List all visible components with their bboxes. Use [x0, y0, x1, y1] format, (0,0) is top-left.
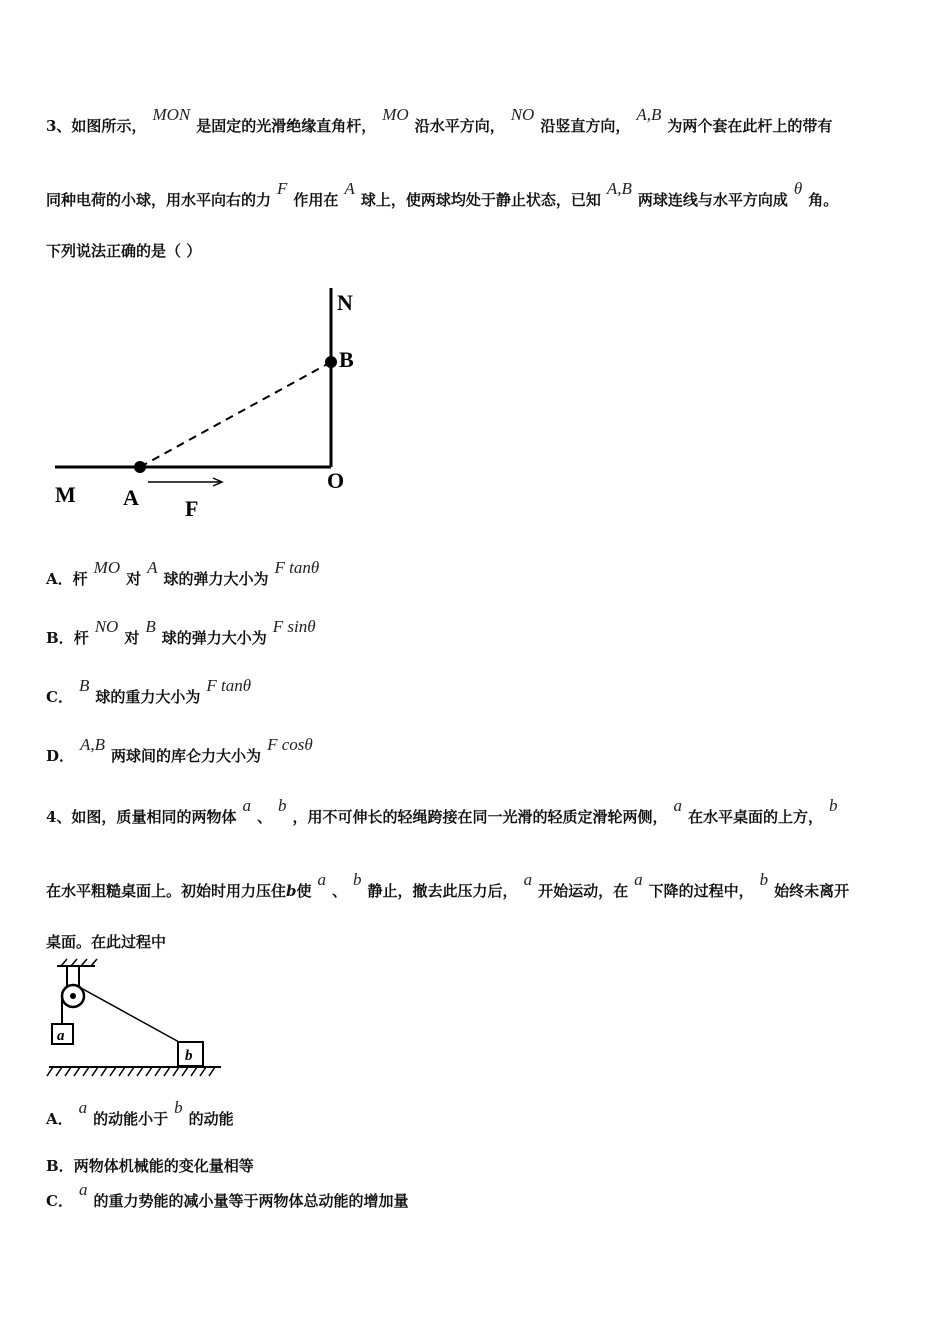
q4-line-2: 在水平粗糙桌面上。初始时用力压住b使a、b静止，撤去此压力后，a开始运动，在a下降的过程中，b始终未离开	[46, 870, 850, 900]
block-a-label: a	[57, 1028, 65, 1044]
label-n: N	[337, 290, 353, 315]
q3-line-3: 下列说法正确的是（ ）	[46, 242, 202, 260]
table-hatching	[47, 1067, 215, 1076]
q4-line-3: 桌面。在此过程中	[46, 933, 167, 951]
dashed-ab	[140, 362, 331, 467]
q3-option-a[interactable]: A．杆MO对A球的弹力大小为F tanθ	[46, 558, 320, 588]
label-o: O	[327, 468, 345, 493]
q3-option-b[interactable]: B．杆NO对B球的弹力大小为F sinθ	[46, 617, 316, 647]
label-a: A	[123, 485, 139, 510]
q4-option-b[interactable]: B．两物体机械能的变化量相等	[46, 1157, 254, 1175]
q4-line-1: 4、如图，质量相同的两物体a、b，用不可伸长的轻绳跨接在同一光滑的轻质定滑轮两侧，a在水平桌面的上方，b	[46, 796, 838, 826]
q4-option-a[interactable]: A．a的动能小于b的动能	[46, 1098, 234, 1128]
q3-option-d[interactable]: D．A,B两球间的库仑力大小为F cosθ	[46, 735, 313, 765]
ball-a	[134, 461, 146, 473]
rope-b	[81, 988, 179, 1042]
q3-line-2: 同种电荷的小球，用水平向右的力F作用在A球上，使两球均处于静止状态，已知A,B两球连线与水平方向成θ角。	[46, 179, 839, 209]
ball-b	[325, 356, 337, 368]
q3-option-c[interactable]: C．B球的重力大小为F tanθ	[46, 676, 252, 706]
q3-line-1: 3、如图所示，MON是固定的光滑绝缘直角杆，MO沿水平方向，NO沿竖直方向，A,B为两个套在此杆上的带有	[46, 105, 833, 135]
q4-figure	[45, 958, 225, 1083]
q3-figure	[45, 280, 365, 520]
label-m: M	[55, 482, 76, 507]
label-b: B	[339, 347, 354, 372]
block-b-label: b	[185, 1048, 193, 1064]
q4-option-c[interactable]: C．a的重力势能的减小量等于两物体总动能的增加量	[46, 1180, 409, 1210]
label-f: F	[185, 496, 199, 520]
